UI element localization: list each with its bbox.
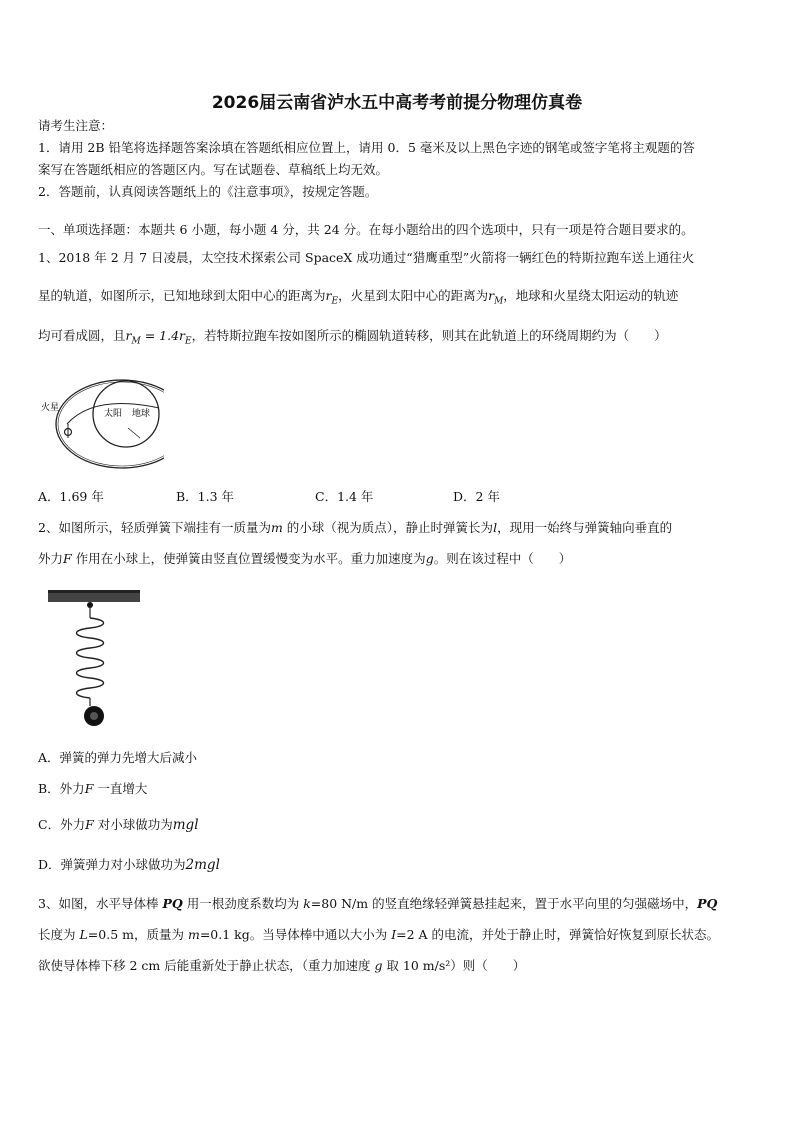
- orbit-figure: [34, 378, 164, 470]
- q3-line1: 3、如图，水平导体棒 PQ 用一根劲度系数均为 k=80 N/m 的竖直绝缘轻弹簧悬挂起来，置于水平向里的匀强磁场中，PQ: [38, 896, 718, 911]
- section-heading: 一、单项选择题：本题共 6 小题，每小题 4 分，共 24 分。在每小题给出的四个选项中，只有一项是符合题目要求的。: [38, 222, 694, 237]
- notice-item1-line1: 1．请用 2B 铅笔将选择题答案涂填在答题纸相应位置上，请用 0．5 毫米及以上黑色字迹的钢笔或签字笔将主观题的答: [38, 140, 695, 155]
- q2-option-d: D．弹簧弹力对小球做功为2mgl: [38, 857, 220, 873]
- q2-line2: 外力F 作用在小球上，使弹簧由竖直位置缓慢变为水平。重力加速度为g。则在该过程中（ ）: [38, 551, 572, 566]
- earth-label: 地球: [132, 409, 151, 419]
- mars-orbit: [56, 380, 164, 468]
- q2-line1: 2、如图所示，轻质弹簧下端挂有一质量为m 的小球（视为质点），静止时弹簧长为l，现用一始终与弹簧轴向垂直的: [38, 520, 673, 535]
- page-title: 2026届云南省泸水五中高考考前提分物理仿真卷: [211, 93, 583, 113]
- q1-option-c: C．1.4 年: [315, 489, 374, 504]
- q2-option-b: B．外力F 一直增大: [38, 781, 148, 796]
- q1-option-d: D．2 年: [453, 489, 500, 504]
- q1-option-a: A．1.69 年: [38, 489, 104, 504]
- q3-line3: 欲使导体棒下移 2 cm 后能重新处于静止状态，（重力加速度 g 取 10 m/s²）则（ ）: [38, 958, 526, 973]
- spring-coil: [77, 618, 104, 698]
- notice-heading: 请考生注意：: [38, 118, 114, 133]
- mars-label: 火星: [41, 403, 60, 413]
- q1-option-b: B．1.3 年: [176, 489, 235, 504]
- notice-item2: 2．答题前，认真阅读答题纸上的《注意事项》，按规定答题。: [38, 184, 378, 199]
- spring-figure: [46, 584, 146, 736]
- q2-option-a: A．弹簧的弹力先增大后减小: [38, 750, 198, 765]
- q1-line1: 1、2018 年 2 月 7 日凌晨，太空技术探索公司 SpaceX 成功通过“猎鹰重型”火箭将一辆红色的特斯拉跑车送上通往火: [38, 250, 695, 265]
- q1-line2: 星的轨道，如图所示，已知地球到太阳中心的距离为$r_E$，火星到太阳中心的距离为$r_M$，地球和火星绕太阳运动的轨迹: [38, 288, 679, 307]
- q2-option-c: C．外力F 对小球做功为mgl: [38, 817, 199, 833]
- q3-line2: 长度为 L=0.5 m，质量为 m=0.1 kg。当导体棒中通以大小为 I=2 A 的电流，并处于静止时，弹簧恰好恢复到原长状态。: [38, 927, 720, 942]
- q1-line3: 均可看成圆，且$r_M = 1.4r_E$，若特斯拉跑车按如图所示的椭圆轨道转移，则其在此轨道上的环绕周期约为（ ）: [38, 328, 667, 347]
- sun-label: 太阳: [104, 409, 123, 419]
- notice-item1-line2: 案写在答题纸相应的答题区内。写在试题卷、草稿纸上均无效。: [38, 162, 389, 177]
